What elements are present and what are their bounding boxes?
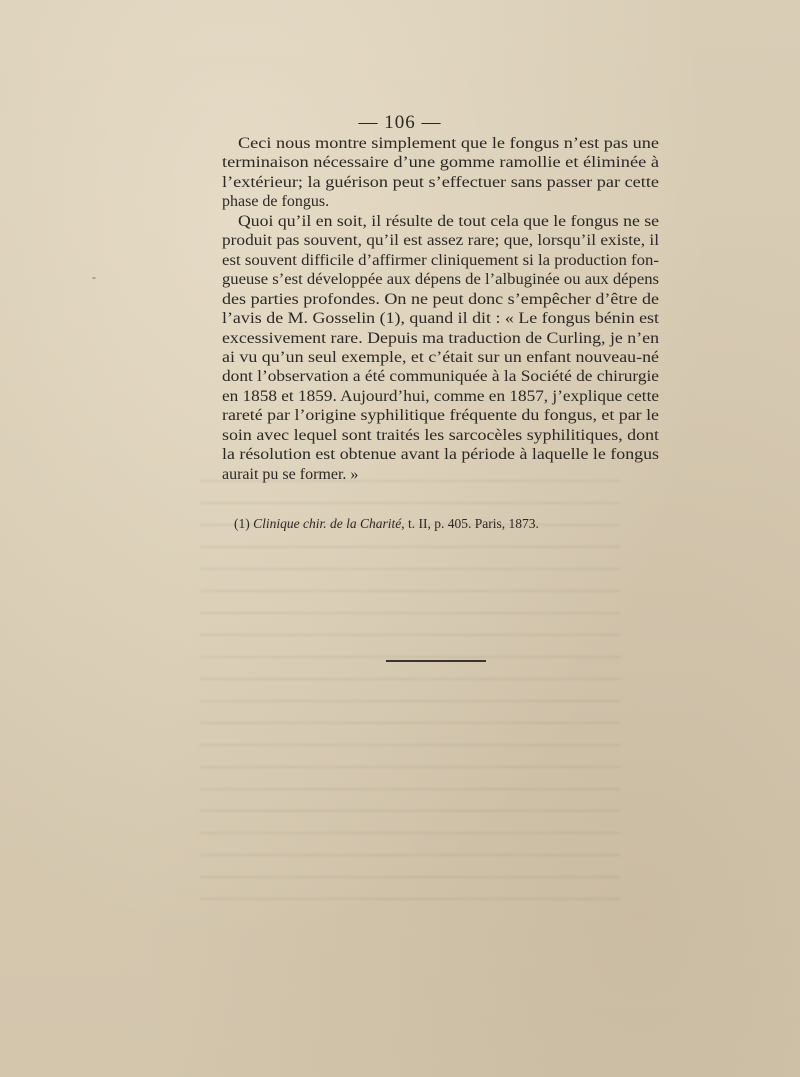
text-line: est souvent difficile d’affirmer cliniquement si la production fon- [222,251,659,269]
text-line: ai vu qu’un seul exemple, et c’était sur un enfant nouveau-né [222,348,659,366]
text-line: Quoi qu’il en soit, il résulte de tout cela que le fongus ne se [238,212,659,230]
margin-mark: - [92,270,96,284]
text-line: terminaison nécessaire d’une gomme ramollie et éliminée à [222,154,659,172]
footnote-marker: (1) [234,516,250,531]
text-line: gueuse s’est développée aux dépens de l’albuginée ou aux dépens [222,271,659,289]
text-line: l’avis de M. Gosselin (1), quand il dit : « Le fongus bénin est [222,310,659,328]
footnote-title: Clinique chir. de la Charité [253,516,402,531]
text-line: Ceci nous montre simplement que le fongus n’est pas une [238,135,659,152]
footnote [234,516,539,532]
page-number: — 106 — [358,112,442,133]
text-line: aurait pu se former. » [222,465,359,483]
text-line: rareté par l’origine syphilitique fréquente du fongus, et par le [222,407,659,425]
text-line: excessivement rare. Depuis ma traduction de Curling, je n’en [222,329,659,347]
text-line: dont l’observation a été communiquée à la Société de chirurgie [222,368,659,386]
section-divider-rule [386,660,486,662]
text-line: la résolution est obtenue avant la période à laquelle le fongus [222,446,659,464]
footnote-reference: , t. II, p. 405. Paris, 1873. [401,516,539,531]
text-line: phase de fongus. [222,193,330,211]
text-line: soin avec lequel sont traités les sarcocèles syphilitiques, dont [222,426,659,444]
text-line: produit pas souvent, qu’il est assez rare; que, lorsqu’il existe, il [222,232,659,250]
text-line: des parties profondes. On ne peut donc s’empêcher d’être de [222,290,659,308]
text-line: en 1858 et 1859. Aujourd’hui, comme en 1857, j’explique cette [222,387,659,405]
text-line: l’extérieur; la guérison peut s’effectuer sans passer par cette [222,173,659,191]
